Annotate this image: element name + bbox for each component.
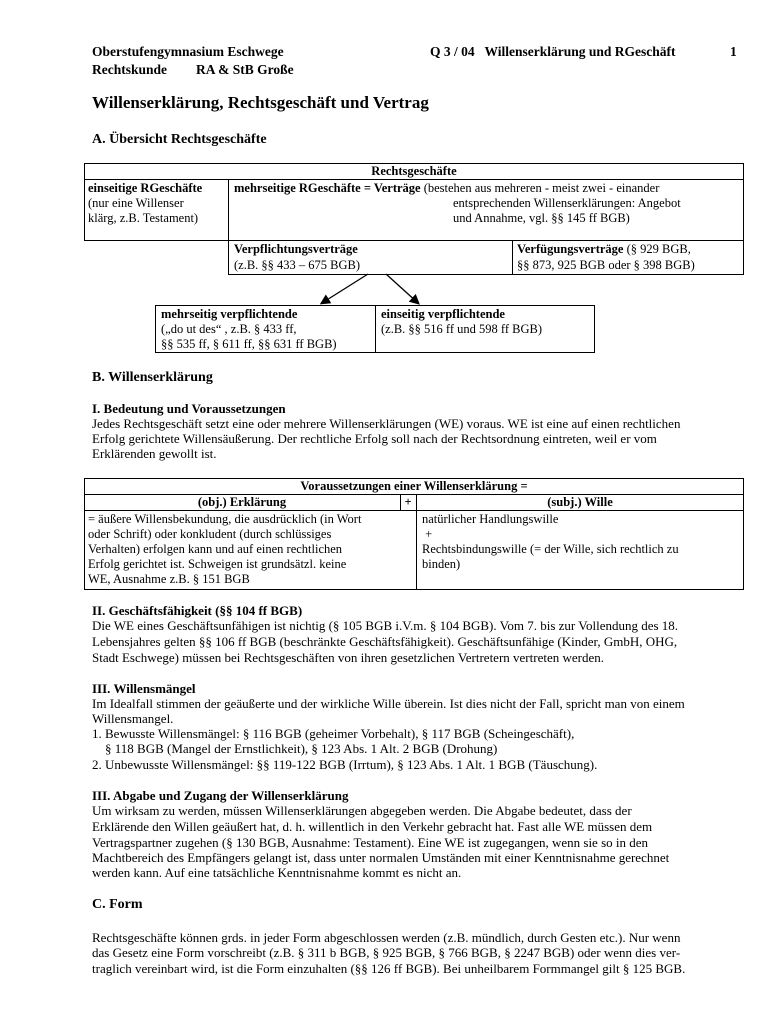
paragraph-line: § 118 BGB (Mangel der Ernstlichkeit), § 123 Abs. 1 Alt. 2 BGB (Drohung) [92,741,498,756]
section-a-heading: A. Übersicht Rechtsgeschäfte [92,132,267,147]
subsection-heading: II. Geschäftsfähigkeit (§§ 104 ff BGB) [92,603,303,618]
table-divider [375,305,376,353]
paragraph-line: Vertragspartner zugehen (§ 130 BGB, Ausnahme: Testament). Eine WE ist zugegangen, wenn sie so in den [92,835,649,850]
verfuegung-text: §§ 873, 925 BGB oder § 398 BGB) [517,258,695,272]
mehrseitig-label: mehrseitige RGeschäfte = Verträge [234,181,421,195]
paragraph-line: Erklärende den Willen geäußert hat, d. h. willentlich in den Verkehr gebracht hat. Fast alle WE müssen dem [92,819,653,834]
arrow-left-icon [322,274,368,303]
einseitig-text: klärg, z.B. Testament) [88,211,199,225]
subsection-heading: III. Willensmängel [92,681,196,696]
einseitig-label: einseitige RGeschäfte [88,181,203,195]
section-b-heading: B. Willenserklärung [92,370,213,385]
paragraph-line: Im Idealfall stimmen der geäußerte und der wirkliche Wille überein. Ist dies nicht der Fall, spricht man von einem [92,696,685,711]
paragraph-line: 1. Bewusste Willensmängel: § 116 BGB (geheimer Vorbehalt), § 117 BGB (Scheingeschäft), [92,726,575,741]
teacher-name: RA & StB Große [196,62,294,77]
table-divider [512,240,513,275]
erklaerung-line: oder Schrift) oder konkludent (durch schlüssiges [88,527,332,541]
page-title: Willenserklärung, Rechtsgeschäft und Vertrag [92,93,429,112]
wille-line: + [422,527,433,541]
erklaerung-line: WE, Ausnahme z.B. § 151 BGB [88,572,250,586]
wille-line: binden) [422,557,461,571]
column-header-erklaerung: (obj.) Erklärung [197,495,287,509]
paragraph-line: Erklärenden gewollt ist. [92,446,217,461]
erklaerung-line: = äußere Willensbekundung, die ausdrücklich (in Wort [88,512,362,526]
mehrseitig-text: (bestehen aus mehreren - meist zwei - einander [420,181,660,195]
mehrseitig-row [234,181,659,196]
column-header-plus: + [404,495,412,509]
wille-line: natürlicher Handlungswille [422,512,559,526]
subsection-heading: III. Abgabe und Zugang der Willenserklärung [92,788,349,803]
einseitig-verpflichtend-label: einseitig verpflichtende [381,307,505,321]
column-header-wille: (subj.) Wille [547,495,613,509]
verfuegung-text: (§ 929 BGB, [623,242,691,256]
mehrseitig-verpflichtend-text: („do ut des“ , z.B. § 433 ff, [161,322,297,336]
mehrseitig-verpflichtend-text: §§ 535 ff, § 611 ff, §§ 631 ff BGB) [161,337,337,351]
paragraph-line: Stadt Eschwege) müssen bei Rechtsgeschäften von ihren gesetzlichen Vertretern vertreten werden. [92,650,604,665]
paragraph-line: Jedes Rechtsgeschäft setzt eine oder mehrere Willenserklärungen (WE) voraus. WE ist eine auf einen rechtlichen [92,416,681,431]
subsection-heading: I. Bedeutung und Voraussetzungen [92,401,286,416]
table-title: Rechtsgeschäfte [371,164,457,178]
paragraph-line: Rechtsgeschäfte können grds. in jeder Form abgeschlossen werden (z.B. mündlich, durch Gesten etc.). Nur wenn [92,930,681,945]
course-name: Rechtskunde [92,62,168,77]
table-divider [84,179,744,180]
paragraph-line: Die WE eines Geschäftsunfähigen ist nichtig (§ 105 BGB i.V.m. § 104 BGB). Vom 7. bis zur Vollendung des 18. [92,618,679,633]
paragraph-line: werden kann. Auf eine tatsächliche Kenntnisnahme kommt es nicht an. [92,865,462,880]
arrows-diagram [300,272,440,308]
wille-line: Rechtsbindungswille (= der Wille, sich rechtlich zu [422,542,679,556]
paragraph-line: das Gesetz eine Form vorschreibt (z.B. § 311 b BGB, § 925 BGB, § 766 BGB, § 2247 BGB) oder wenn dies ver- [92,945,681,960]
paragraph-line: traglich vereinbart wird, ist die Form einzuhalten (§§ 126 ff BGB). Bei unheilbarem Formmangel gilt § 125 BGB. [92,961,686,976]
paragraph-line: Machtbereich des Empfängers gelangt ist, dass unter normalen Umständen mit einer Kenntnisnahme gerechnet [92,850,670,865]
paragraph-line: Willensmangel. [92,711,174,726]
verpflichtung-label: Verpflichtungsverträge [234,242,358,256]
table-divider [84,510,744,511]
erklaerung-line: Verhalten) erfolgen kann und auf einen rechtlichen [88,542,343,556]
paragraph-line: Um wirksam zu werden, müssen Willenserklärungen abgegeben werden. Die Abgabe bedeutet, dass der [92,803,632,818]
section-c-heading: C. Form [92,897,143,912]
paragraph-line: Lebensjahres gelten §§ 106 ff BGB (beschränkte Geschäftsfähigkeit). Geschäftsunfähige (Kinder, GmbH, OHG, [92,634,678,649]
school-name: Oberstufengymnasium Eschwege [92,44,284,59]
page-number: 1 [730,44,737,59]
mehrseitig-text: und Annahme, vgl. §§ 145 ff BGB) [453,211,630,225]
table-divider [228,179,229,241]
paragraph-line: Erfolg gerichtete Willensäußerung. Der rechtliche Erfolg soll nach der Rechtsordnung eintreten, weil er vom [92,431,657,446]
verfuegung-label: Verfügungsverträge [517,242,624,256]
mehrseitig-verpflichtend-label: mehrseitig verpflichtende [161,307,298,321]
erklaerung-line: Erfolg gerichtet ist. Schweigen ist grundsätzl. keine [88,557,347,571]
mehrseitig-text: entsprechenden Willenserklärungen: Angebot [453,196,681,210]
verpflichtung-text: (z.B. §§ 433 – 675 BGB) [234,258,361,272]
document-reference: Q 3 / 04 Willenserklärung und RGeschäft [430,44,676,59]
arrow-right-icon [386,274,418,303]
voraussetzungen-title: Voraussetzungen einer Willenserklärung = [300,479,528,493]
verfuegung-row [517,242,691,257]
einseitig-verpflichtend-text: (z.B. §§ 516 ff und 598 ff BGB) [381,322,542,336]
einseitig-text: (nur eine Willenser [88,196,184,210]
paragraph-line: 2. Unbewusste Willensmängel: §§ 119-122 BGB (Irrtum), § 123 Abs. 1 Alt. 1 BGB (Täuschung). [92,757,598,772]
